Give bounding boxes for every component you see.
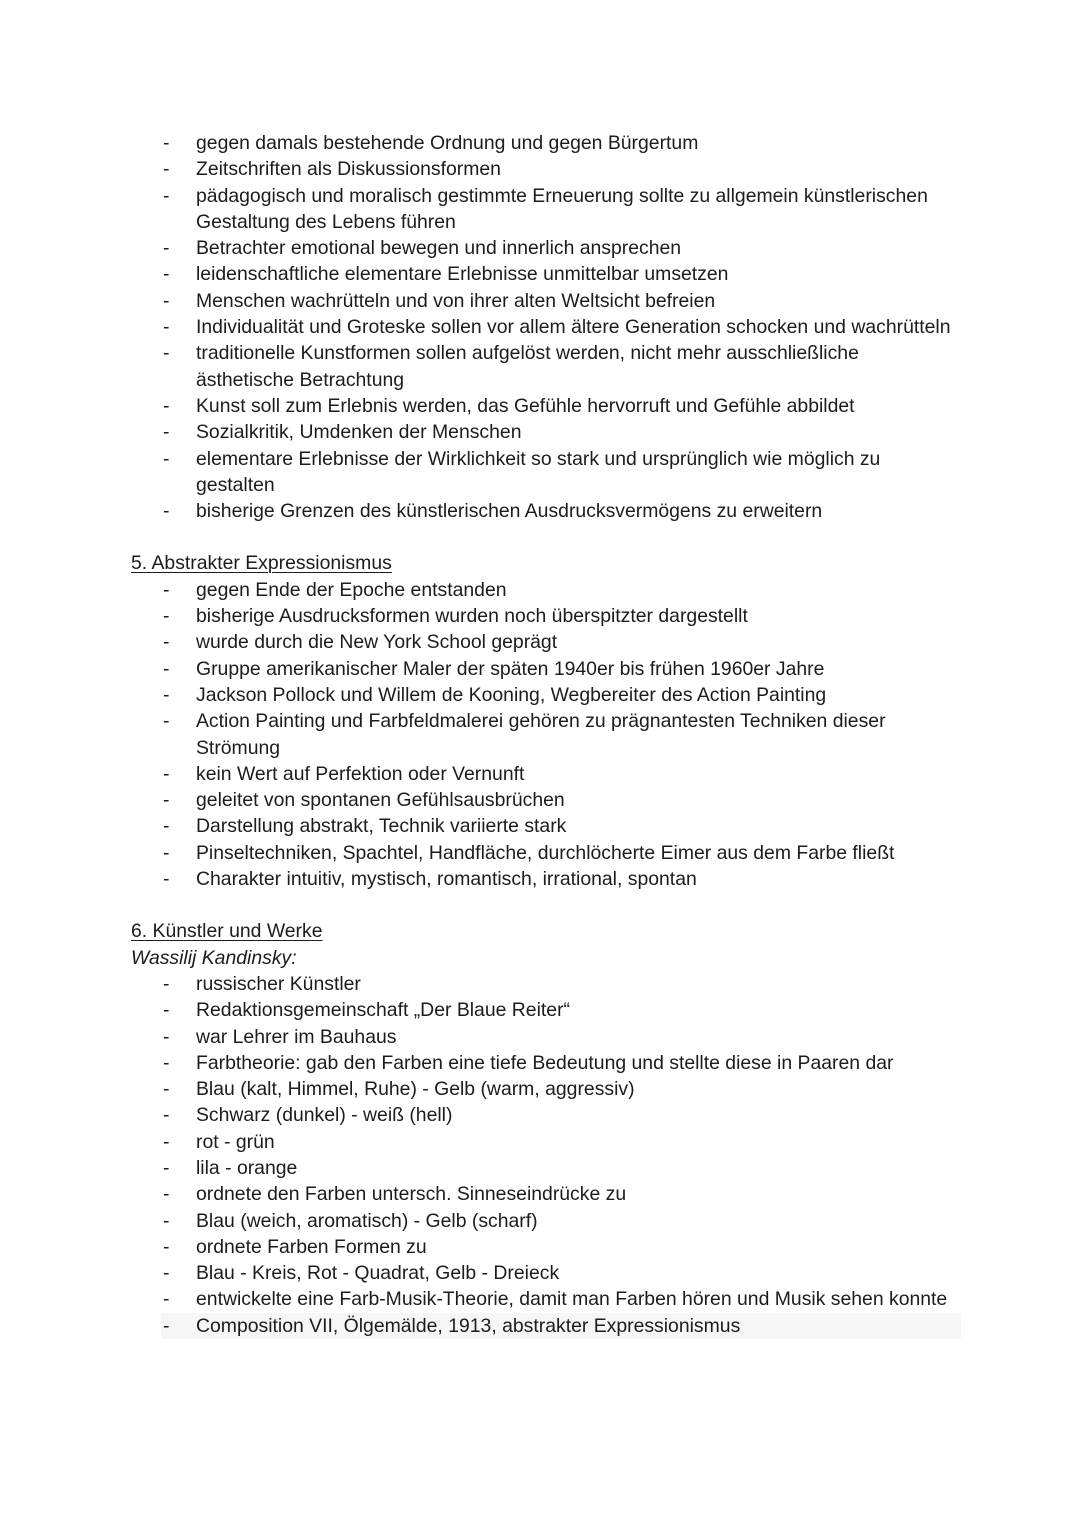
list-item: - entwickelte eine Farb-Musik-Theorie, damit man Farben hören und Musik sehen konnte xyxy=(131,1286,961,1312)
list-item: - Schwarz (dunkel) - weiß (hell) xyxy=(131,1102,961,1128)
list-item: - Blau (weich, aromatisch) - Gelb (scharf) xyxy=(131,1208,961,1234)
list-item: - Redaktionsgemeinschaft „Der Blaue Reiter“ xyxy=(131,997,961,1023)
section-heading: 6. Künstler und Werke xyxy=(131,920,323,943)
document-page xyxy=(131,130,961,1339)
list-item: - lila - orange xyxy=(131,1155,961,1181)
list-item: - Pinseltechniken, Spachtel, Handfläche, durchlöcherte Eimer aus dem Farbe fließt xyxy=(131,840,961,866)
list-item: - Composition VII, Ölgemälde, 1913, abstrakter Expressionismus xyxy=(131,1313,961,1339)
section-heading: 5. Abstrakter Expressionismus xyxy=(131,552,392,575)
section-artists-and-works xyxy=(131,918,961,1339)
section-bullet-list xyxy=(131,971,961,1339)
list-item: - leidenschaftliche elementare Erlebnisse unmittelbar umsetzen xyxy=(131,261,961,287)
list-item: - bisherige Grenzen des künstlerischen Ausdrucksvermögens zu erweitern xyxy=(131,498,961,524)
list-item: - Blau (kalt, Himmel, Ruhe) - Gelb (warm, aggressiv) xyxy=(131,1076,961,1102)
list-item: - kein Wert auf Perfektion oder Vernunft xyxy=(131,761,961,787)
section-bullet-list xyxy=(131,577,961,893)
list-item: - ordnete Farben Formen zu xyxy=(131,1234,961,1260)
list-item: - traditionelle Kunstformen sollen aufgelöst werden, nicht mehr ausschließliche ästhetische Betrachtung xyxy=(131,340,961,393)
list-item: - Blau - Kreis, Rot - Quadrat, Gelb - Dreieck xyxy=(131,1260,961,1286)
list-item: - bisherige Ausdrucksformen wurden noch überspitzter dargestellt xyxy=(131,603,961,629)
intro-bullet-list xyxy=(131,130,961,524)
list-item: - elementare Erlebnisse der Wirklichkeit so stark und ursprünglich wie möglich zu gestalten xyxy=(131,446,961,499)
list-item: - ordnete den Farben untersch. Sinneseindrücke zu xyxy=(131,1181,961,1207)
list-item: - Kunst soll zum Erlebnis werden, das Gefühle hervorruft und Gefühle abbildet xyxy=(131,393,961,419)
list-item: - Farbtheorie: gab den Farben eine tiefe Bedeutung und stellte diese in Paaren dar xyxy=(131,1050,961,1076)
list-item: - pädagogisch und moralisch gestimmte Erneuerung sollte zu allgemein künstlerischen Gestaltung des Lebens führen xyxy=(131,183,961,236)
section-abstract-expressionism xyxy=(131,550,961,892)
list-item: - Action Painting und Farbfeldmalerei gehören zu prägnantesten Techniken dieser Strömung xyxy=(131,708,961,761)
list-item: - Menschen wachrütteln und von ihrer alten Weltsicht befreien xyxy=(131,288,961,314)
list-item: - Charakter intuitiv, mystisch, romantisch, irrational, spontan xyxy=(131,866,961,892)
list-item: - Jackson Pollock und Willem de Kooning, Wegbereiter des Action Painting xyxy=(131,682,961,708)
list-item: - rot - grün xyxy=(131,1129,961,1155)
list-item: - Individualität und Groteske sollen vor allem ältere Generation schocken und wachrütteln xyxy=(131,314,961,340)
list-item: - geleitet von spontanen Gefühlsausbrüchen xyxy=(131,787,961,813)
list-item: - Zeitschriften als Diskussionsformen xyxy=(131,156,961,182)
list-item: - Darstellung abstrakt, Technik variierte stark xyxy=(131,813,961,839)
list-item: - war Lehrer im Bauhaus xyxy=(131,1024,961,1050)
list-item: - russischer Künstler xyxy=(131,971,961,997)
list-item: - Sozialkritik, Umdenken der Menschen xyxy=(131,419,961,445)
list-item: - Betrachter emotional bewegen und innerlich ansprechen xyxy=(131,235,961,261)
list-item: - gegen damals bestehende Ordnung und gegen Bürgertum xyxy=(131,130,961,156)
list-item: - wurde durch die New York School geprägt xyxy=(131,629,961,655)
artist-name: Wassilij Kandinsky: xyxy=(131,946,297,969)
list-item: - Gruppe amerikanischer Maler der späten 1940er bis frühen 1960er Jahre xyxy=(131,656,961,682)
list-item: - gegen Ende der Epoche entstanden xyxy=(131,577,961,603)
